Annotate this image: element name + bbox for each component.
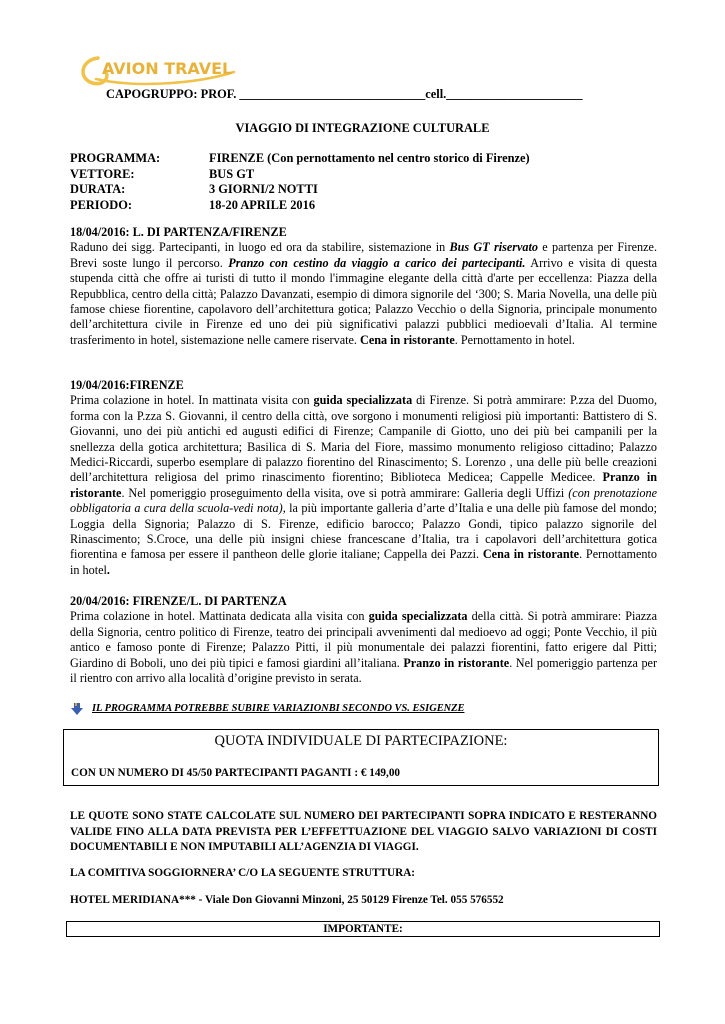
text-run: guida specializzata [313, 393, 413, 408]
capogruppo-line: CAPOGRUPPO: PROF. ______________________________cell.______________________ [106, 87, 583, 101]
info-row [70, 182, 530, 198]
info-row [70, 198, 530, 214]
info-value: BUS GT [209, 166, 255, 181]
day-1-text [70, 240, 657, 348]
hand-down-arrow-icon [70, 702, 84, 716]
importante-box: IMPORTANTE: [66, 921, 660, 937]
avion-travel-logo [76, 50, 236, 90]
pricing-disclaimer: LE QUOTE SONO STATE CALCOLATE SUL NUMERO DEI PARTECIPANTI SOPRA INDICATO E RESTERANNO VALIDE FINO ALLA DATA PREVISTA PER L’EFFETTUAZIONE DEL VIAGGIO SALVO VARIAZIONI DI COSTI DOCUMENTABILI E NON IMPUTABILI ALL’AGENZIA DI VIAGGI. [70, 810, 657, 854]
info-label: PROGRAMMA: [70, 151, 161, 165]
text-run: . Pernottamento in hotel. [454, 332, 575, 347]
quota-price: CON UN NUMERO DI 45/50 PARTECIPANTI PAGANTI : € 149,00 [71, 767, 401, 779]
day-3-text [70, 609, 657, 686]
info-row [70, 167, 530, 183]
info-row [70, 151, 530, 167]
hotel-info: HOTEL MERIDIANA*** - Viale Don Giovanni Minzoni, 25 50129 Firenze Tel. 055 576552 [70, 894, 504, 906]
info-label: DURATA: [70, 182, 126, 197]
text-run: Pranzo con cestino da viaggio a carico dei partecipanti. [228, 255, 526, 270]
text-run: di Firenze. Si potrà ammirare: P.zza del Duomo, forma con la P.zza S. Giovanni, il centro della città, ove sorgono i monumenti religiosi più importanti: Battistero di S. Giovanni, uno dei più antichi ed augusti edifici di Firenze; Campanile di Giotto, uno dei più bei campanili per la snellezza della gotica architettura; Basilica di S. Maria del Fiore, massimo monumento religioso cittadino; Palazzo Medici-Riccardi, superbo esemplare di palazzo fiorentino del Rinascimento; S. Lorenzo , una delle più belle creazioni dell’architettura religiosa del primo rinascimento fiorentino; Biblioteca Medicea; Cappelle Medicee. [70, 393, 657, 485]
day-3-heading: 20/04/2016: FIRENZE/L. DI PARTENZA [70, 594, 287, 608]
text-run: Cena in ristorante [360, 332, 455, 347]
text-run: Arrivo e visita di questa stupenda città che offre ai turisti di tutto il mondo l'immagine elegante della città d'arte per eccellenza: Piazza della Repubblica, centro della città; Palazzo Davanzati, esempio di dimora signorile del ‘300; S. Maria Novella, una delle più famose chiese fiorentine, capolavoro dell’architettura gotica; Palazzo Vecchio o della Signoria, principale monumento dell’architettura civile in Firenze ed uno dei più significativi palazzi pubblici medioevali d’Italia. Al termine trasferimento in hotel, sistemazione nelle camere riservate. [70, 255, 658, 347]
info-value: 18-20 APRILE 2016 [209, 197, 316, 212]
text-run: (con prenotazione obbligatoria a cura della scuola-vedi nota), [70, 485, 658, 516]
text-run: e partenza per Firenze. Brevi soste lungo il percorso. [70, 240, 657, 270]
text-run: Pranzo in ristorante [403, 655, 510, 670]
logo-text: AVION TRAVEL [102, 59, 233, 78]
quota-title: QUOTA INDIVIDUALE DI PARTECIPAZIONE: [214, 733, 508, 749]
text-run: Bus GT riservato [449, 240, 538, 255]
day-2-section [70, 378, 657, 578]
text-run: . [106, 562, 110, 577]
text-run: la più importante galleria d’arte d’Italia e una delle più famose del mondo; Loggia della Signoria; Palazzo di S. Firenze, edificio barocco; Palazzo Gondi, tipico palazzo signorile del Rinascimento; S.Croce, una delle più insigni chiese francescane d’Italia, tra i capolavori dell’architettura gotica fiorentina e famosa per essere il pantheon delle glorie italiane; Cappella dei Pazzi. [70, 501, 657, 562]
page-title: VIAGGIO DI INTEGRAZIONE CULTURALE [235, 121, 490, 135]
variation-notice [70, 701, 464, 716]
text-run: Raduno dei sigg. Partecipanti, in luogo ed ora da stabilire, sistemazione in [70, 240, 450, 255]
text-run: Cena in ristorante [482, 547, 580, 562]
day-1-section [70, 225, 657, 348]
accommodation-heading: LA COMITIVA SOGGIORNERA’ C/O LA SEGUENTE STRUTTURA: [70, 867, 416, 879]
text-run: guida specializzata [368, 609, 468, 624]
notice-text: IL PROGRAMMA POTREBBE SUBIRE VARIAZIONBI SECONDO VS. ESIGENZE [92, 703, 465, 714]
text-run: Prima colazione in hotel. In mattinata visita con [70, 393, 314, 408]
info-value: FIRENZE (Con pernottamento nel centro storico di Firenze) [209, 151, 530, 165]
text-run: . Nel pomeriggio proseguimento della visita, ove si potrà ammirare: Galleria degli Uffizi [121, 485, 569, 500]
info-label: PERIODO: [70, 197, 132, 212]
day-2-text [70, 393, 657, 578]
text-run: Prima colazione in hotel. Mattinata dedicata alla visita con [70, 609, 369, 624]
text-run: . Nel pomeriggio partenza per il rientro con arrivo alla località d’origine previsto in serata. [70, 655, 658, 686]
text-run: . Pernottamento in hotel [70, 547, 658, 577]
quota-box [63, 729, 659, 786]
info-value: 3 GIORNI/2 NOTTI [209, 182, 318, 197]
info-label: VETTORE: [70, 166, 135, 181]
trip-info [70, 151, 530, 213]
day-3-section [70, 594, 657, 686]
text-run: Pranzo in ristorante [70, 470, 657, 500]
day-2-heading: 19/04/2016:FIRENZE [70, 378, 184, 392]
day-1-heading: 18/04/2016: L. DI PARTENZA/FIRENZE [70, 225, 287, 239]
text-run: della città. Si potrà ammirare: Piazza della Signoria, centro politico di Firenze, teatro dei principali avvenimenti dal medioevo ad oggi; Ponte Vecchio, il più antico e famoso ponte di Firenze; Palazzo Pitti, il più monumentale dei palazzi fiorentini, fatto erigere dal Pitti; Giardino di Boboli, uno dei più tipici e famosi giardini all’italiana. [70, 609, 658, 670]
